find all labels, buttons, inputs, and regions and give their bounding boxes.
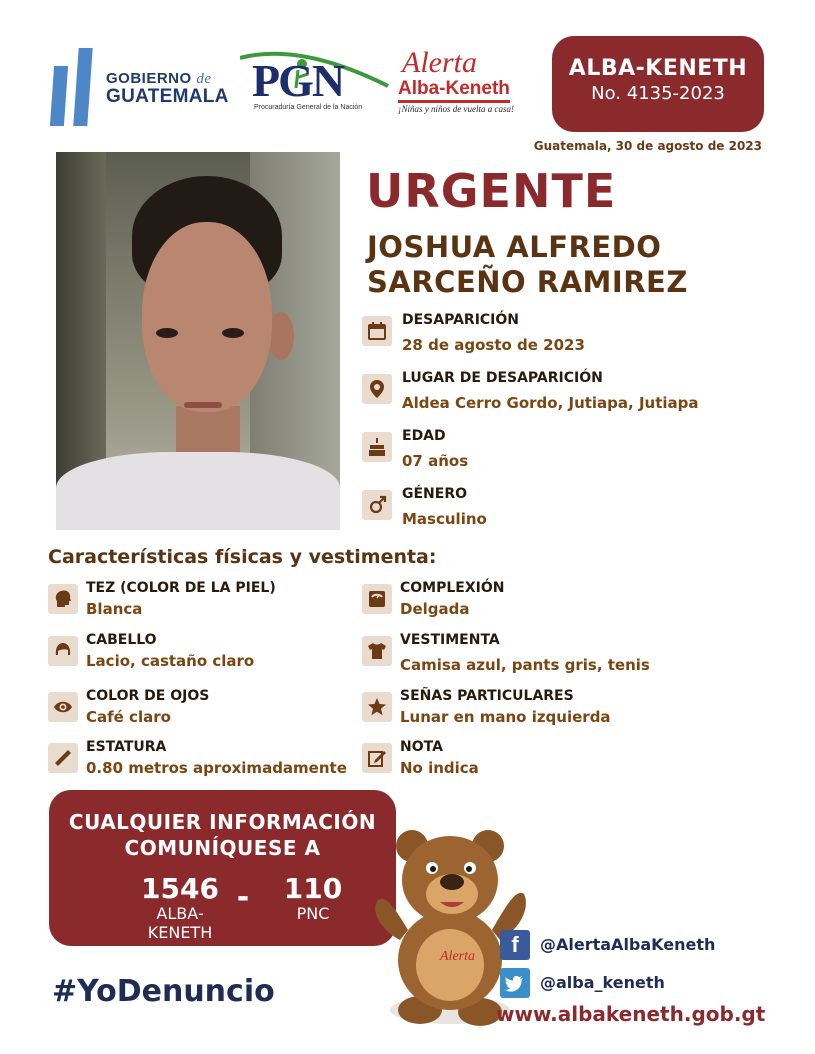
skin-tone-value: Blanca bbox=[86, 600, 143, 618]
note-label: NOTA bbox=[400, 739, 443, 755]
phone-pnc[interactable]: 110 bbox=[283, 872, 343, 905]
location-pin-icon bbox=[362, 374, 392, 404]
contact-box bbox=[49, 790, 396, 946]
clothing-value: Camisa azul, pants gris, tenis bbox=[400, 656, 650, 674]
missing-child-photo bbox=[56, 152, 340, 530]
build-value: Delgada bbox=[400, 600, 470, 618]
twitter-icon bbox=[500, 968, 530, 998]
age-value: 07 años bbox=[402, 452, 469, 470]
contact-line1: CUALQUIER INFORMACIÓN bbox=[68, 810, 377, 834]
bear-mascot-icon bbox=[360, 820, 540, 1032]
skin-tone-label: TEZ (COLOR DE LA PIEL) bbox=[86, 580, 276, 596]
star-icon bbox=[362, 692, 392, 722]
name-line1: JOSHUA ALFREDO bbox=[367, 230, 662, 264]
case-title: ALBA-KENETH bbox=[568, 56, 748, 81]
distinguishing-marks-value: Lunar en mano izquierda bbox=[400, 708, 611, 726]
disappearance-value: 28 de agosto de 2023 bbox=[402, 336, 585, 354]
distinguishing-marks-label: SEÑAS PARTICULARES bbox=[400, 688, 574, 704]
gender-value: Masculino bbox=[402, 510, 487, 528]
alerta-word: Alerta bbox=[402, 46, 477, 79]
clothing-label: VESTIMENTA bbox=[400, 632, 500, 648]
hair-icon bbox=[48, 636, 78, 666]
phone-alba-keneth-label: ALBA-KENETH bbox=[147, 904, 213, 942]
calendar-icon bbox=[362, 316, 392, 346]
name-line2: SARCEÑO RAMIREZ bbox=[367, 265, 688, 299]
gender-label: GÉNERO bbox=[402, 486, 468, 502]
note-edit-icon bbox=[362, 743, 392, 773]
hair-value: Lacio, castaño claro bbox=[86, 652, 255, 670]
website-link[interactable]: www.albakeneth.gob.gt bbox=[496, 1002, 766, 1026]
pgn-subtitle: Procuraduría General de la Nación bbox=[254, 104, 363, 111]
hashtag[interactable]: #YoDenuncio bbox=[52, 974, 275, 1009]
gov-line2: GUATEMALA bbox=[106, 86, 229, 107]
eye-color-label: COLOR DE OJOS bbox=[86, 688, 210, 704]
facebook-handle[interactable]: @AlertaAlbaKeneth bbox=[540, 935, 716, 954]
government-logo-text bbox=[106, 70, 229, 106]
disappearance-label: DESAPARICIÓN bbox=[402, 312, 520, 328]
shirt-icon bbox=[362, 636, 392, 666]
location-label: LUGAR DE DESAPARICIÓN bbox=[402, 370, 603, 386]
twitter-handle[interactable]: @alba_keneth bbox=[540, 973, 665, 992]
eye-color-value: Café claro bbox=[86, 708, 171, 726]
alba-keneth-word: Alba-Keneth bbox=[398, 78, 510, 103]
government-logo-bars bbox=[52, 48, 98, 126]
age-label: EDAD bbox=[402, 428, 446, 444]
scale-icon bbox=[362, 584, 392, 614]
urgent-heading: URGENTE bbox=[366, 164, 617, 218]
gender-icon bbox=[362, 490, 392, 520]
head-profile-icon bbox=[48, 584, 78, 614]
eye-icon bbox=[48, 692, 78, 722]
phone-separator: - bbox=[236, 880, 250, 915]
phone-pnc-label: PNC bbox=[296, 904, 330, 923]
facebook-icon: f bbox=[500, 930, 530, 960]
birthday-cake-icon bbox=[362, 432, 392, 462]
gov-line1: GOBIERNO bbox=[106, 70, 192, 87]
height-value: 0.80 metros aproximadamente bbox=[86, 759, 347, 777]
publication-date: Guatemala, 30 de agosto de 2023 bbox=[533, 139, 762, 153]
alerta-alba-keneth-logo bbox=[398, 46, 538, 116]
hair-label: CABELLO bbox=[86, 632, 157, 648]
case-number-badge bbox=[552, 36, 764, 132]
ruler-icon bbox=[48, 743, 78, 773]
note-value: No indica bbox=[400, 759, 479, 777]
height-label: ESTATURA bbox=[86, 739, 167, 755]
location-value: Aldea Cerro Gordo, Jutiapa, Jutiapa bbox=[402, 394, 699, 412]
gov-line1-de: de bbox=[196, 71, 212, 87]
alerta-tagline: ¡Niñas y niños de vuelta a casa! bbox=[398, 104, 514, 114]
bear-badge-text: Alerta bbox=[440, 949, 475, 964]
person-name bbox=[367, 230, 688, 300]
case-number: No. 4135-2023 bbox=[591, 83, 725, 104]
pgn-letters: PGN bbox=[252, 55, 344, 106]
phone-alba-keneth[interactable]: 1546 bbox=[141, 872, 219, 905]
characteristics-title: Características físicas y vestimenta: bbox=[48, 546, 437, 568]
pgn-logo bbox=[240, 48, 390, 118]
build-label: COMPLEXIÓN bbox=[400, 580, 505, 596]
contact-line2: COMUNÍQUESE A bbox=[124, 836, 321, 860]
